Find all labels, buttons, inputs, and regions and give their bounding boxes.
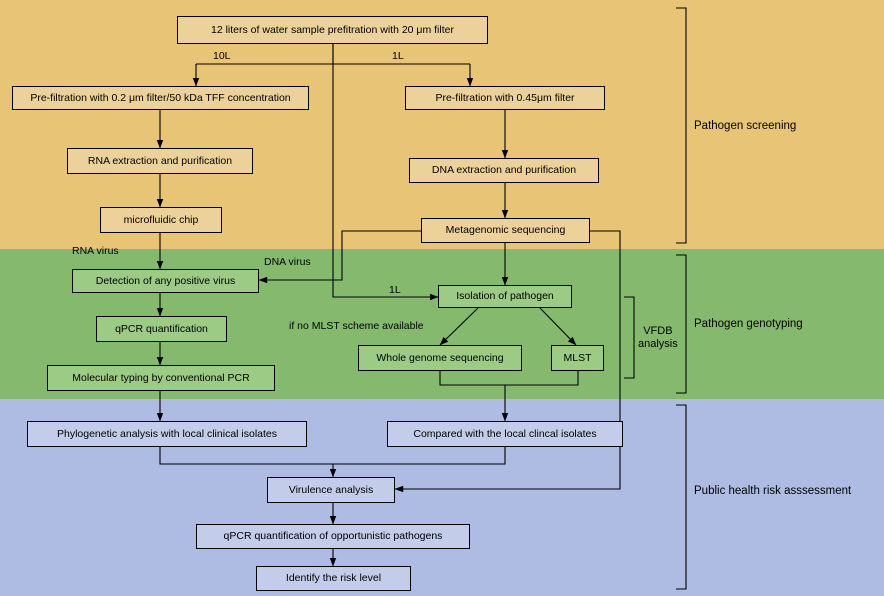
- node-identify-risk-level-label: Identify the risk level: [285, 572, 382, 585]
- node-metagenomic-sequencing[interactable]: [421, 218, 590, 243]
- node-dna-extraction[interactable]: [409, 158, 599, 183]
- vfdb-analysis-label: [638, 325, 678, 351]
- node-dna-extraction-label: DNA extraction and purification: [431, 164, 577, 177]
- node-microfluidic-chip-label: microfluidic chip: [123, 213, 199, 226]
- node-phylogenetic-analysis-label: Phylogenetic analysis with local clinical isolates: [56, 427, 278, 440]
- node-metagenomic-sequencing-label: Metagenomic sequencing: [445, 224, 566, 237]
- node-phylogenetic-analysis[interactable]: [27, 421, 307, 447]
- node-isolation-of-pathogen[interactable]: [438, 285, 572, 308]
- edge-label-10l: 10L: [213, 50, 231, 62]
- edge-label-1l-mid: 1L: [389, 284, 401, 296]
- node-compared-local-isolates-label: Compared with the local clincal isolates: [413, 427, 597, 440]
- node-qpcr-quantification-label: qPCR quantification: [115, 322, 208, 335]
- node-rna-extraction[interactable]: [67, 148, 253, 174]
- node-microfluidic-chip[interactable]: [100, 207, 222, 233]
- node-qpcr-opportunistic[interactable]: [196, 524, 470, 549]
- node-whole-genome-sequencing-label: Whole genome sequencing: [376, 351, 504, 364]
- node-qpcr-quantification[interactable]: [96, 316, 227, 342]
- edge-label-dna-virus: DNA virus: [264, 256, 311, 268]
- node-mlst[interactable]: [551, 345, 604, 371]
- edge-label-no-mlst-scheme: if no MLST scheme available: [289, 320, 424, 332]
- node-virulence-analysis-label: Virulence analysis: [288, 483, 374, 496]
- node-molecular-typing-label: Molecular typing by conventional PCR: [72, 371, 250, 384]
- node-prefilter-02[interactable]: [12, 86, 309, 110]
- node-virulence-analysis[interactable]: [267, 477, 395, 503]
- node-molecular-typing[interactable]: [47, 365, 275, 391]
- node-detection-positive-virus[interactable]: [72, 269, 259, 293]
- node-qpcr-opportunistic-label: qPCR quantification of opportunistic pathogens: [223, 530, 443, 543]
- band-label-public-health-risk: Public health risk asssessment: [694, 485, 852, 497]
- edge-label-1l-top: 1L: [392, 50, 404, 62]
- band-label-pathogen-genotyping: Pathogen genotyping: [694, 318, 803, 330]
- node-mlst-label: MLST: [563, 351, 592, 364]
- node-rna-extraction-label: RNA extraction and purification: [87, 154, 233, 167]
- node-whole-genome-sequencing[interactable]: [358, 345, 522, 371]
- node-prefilter-045-label: Pre-filtration with 0.45μm filter: [435, 91, 575, 104]
- node-identify-risk-level[interactable]: [256, 566, 411, 591]
- vfdb-line-1: VFDB: [643, 325, 673, 337]
- band-label-pathogen-screening: Pathogen screening: [694, 120, 797, 132]
- vfdb-line-2: analysis: [638, 338, 678, 351]
- edge-label-rna-virus: RNA virus: [72, 245, 119, 257]
- node-sample[interactable]: [177, 16, 488, 44]
- node-isolation-of-pathogen-label: Isolation of pathogen: [456, 290, 554, 303]
- node-sample-label: 12 liters of water sample prefitration with 20 μm filter: [211, 23, 454, 36]
- node-prefilter-045[interactable]: [405, 86, 605, 110]
- node-detection-positive-virus-label: Detection of any positive virus: [95, 274, 236, 287]
- node-prefilter-02-label: Pre-filtration with 0.2 μm filter/50 kDa TFF concentration: [30, 91, 291, 104]
- node-compared-local-isolates[interactable]: [387, 421, 623, 447]
